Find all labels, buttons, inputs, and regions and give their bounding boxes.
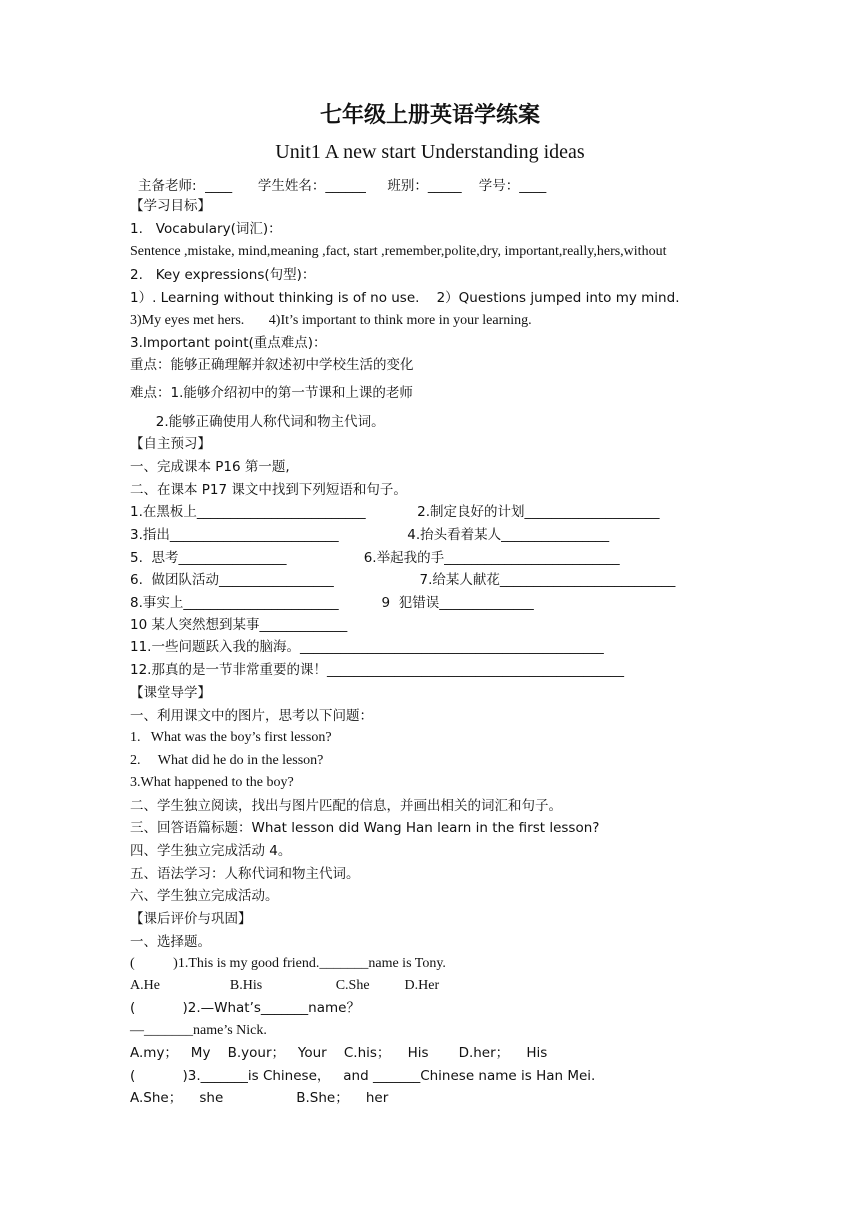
worksheet-line: 3.What happened to the boy? (130, 775, 294, 790)
worksheet-line: 六、学生独立完成活动。 (130, 888, 279, 904)
worksheet-line: 难点：1.能够介绍初中的第一节课和上课的老师 (130, 385, 413, 401)
worksheet-line: 3)My eyes met hers. 4)It’s important to think more in your learning. (130, 313, 532, 328)
worksheet-line: ( )3._______is Chinese， and _______Chinese name is Han Mei. (130, 1068, 596, 1084)
worksheet-line: 1. What was the boy’s first lesson? (130, 730, 332, 745)
worksheet-line: 重点：能够正确理解并叙述初中学校生活的变化 (130, 357, 414, 373)
worksheet-line: ( )2.—What’s_______name？ (130, 1000, 360, 1016)
worksheet-line: 1）. Learning without thinking is of no use. 2）Questions jumped into my mind. (130, 290, 680, 306)
worksheet-line: Sentence ,mistake, mind,meaning ,fact, start ,remember,polite,dry, important,really,hers,without (130, 244, 667, 259)
worksheet-line: 11.一些问题跃入我的脑海。_____________________________________________ (130, 639, 604, 655)
page-title: 七年级上册英语学练案 (319, 103, 540, 128)
worksheet-line: 三、回答语篇标题：What lesson did Wang Han learn in the first lesson? (130, 820, 600, 836)
worksheet-line: 一、完成课本 P16 第一题, (130, 459, 290, 475)
worksheet-line: —_______name’s Nick. (130, 1023, 267, 1038)
page-subtitle: Unit1 A new start Understanding ideas (275, 141, 585, 163)
worksheet-line: A.She； she B.She； her (130, 1090, 389, 1106)
worksheet-line: 二、在课本 P17 课文中找到下列短语和句子。 (130, 482, 407, 498)
worksheet-line: 1. Vocabulary(词汇)： (130, 221, 282, 237)
worksheet-line: 6. 做团队活动_________________ 7.给某人献花__________________________ (130, 572, 676, 588)
worksheet-line: 10 某人突然想到某事_____________ (130, 617, 348, 633)
worksheet-line: 5. 思考________________ 6.举起我的手__________________________ (130, 550, 620, 566)
worksheet-line: 【课后评价与巩固】 (130, 911, 252, 927)
worksheet-line: ( )1.This is my good friend._______name is Tony. (130, 956, 446, 971)
worksheet-line: 1.在黑板上_________________________ 2.制定良好的计划____________________ (130, 504, 660, 520)
worksheet-line: 3.指出_________________________ 4.抬头看着某人________________ (130, 527, 610, 543)
worksheet-line: A.my； My B.your； Your C.his； His D.her； His (130, 1045, 548, 1061)
worksheet-line: 【学习目标】 (130, 198, 211, 214)
worksheet-line: 一、选择题。 (130, 934, 211, 950)
worksheet-line: 一、利用课文中的图片，思考以下问题： (130, 708, 373, 724)
worksheet-line: 3.Important point(重点难点)： (130, 335, 327, 351)
worksheet-line: 2.能够正确使用人称代词和物主代词。 (130, 414, 385, 430)
worksheet-line: 【自主预习】 (130, 436, 211, 452)
worksheet-line: A.He B.His C.She D.Her (130, 978, 440, 993)
worksheet-line: 2. What did he do in the lesson? (130, 753, 324, 768)
worksheet-line: 8.事实上_______________________ 9 犯错误______________ (130, 595, 534, 611)
worksheet-line: 四、学生独立完成活动 4。 (130, 843, 292, 859)
worksheet-line: 五、语法学习：人称代词和物主代词。 (130, 866, 360, 882)
worksheet-line: 二、学生独立阅读，找出与图片匹配的信息，并画出相关的词汇和句子。 (130, 798, 562, 814)
worksheet-line: 【课堂导学】 (130, 685, 211, 701)
student-info-line: 主备老师: ____ 学生姓名：______ 班别：_____ 学号：____ (138, 178, 547, 194)
worksheet-line: 12.那真的是一节非常重要的课！____________________________________________ (130, 662, 624, 678)
worksheet-line: 2. Key expressions(句型)： (130, 267, 316, 283)
